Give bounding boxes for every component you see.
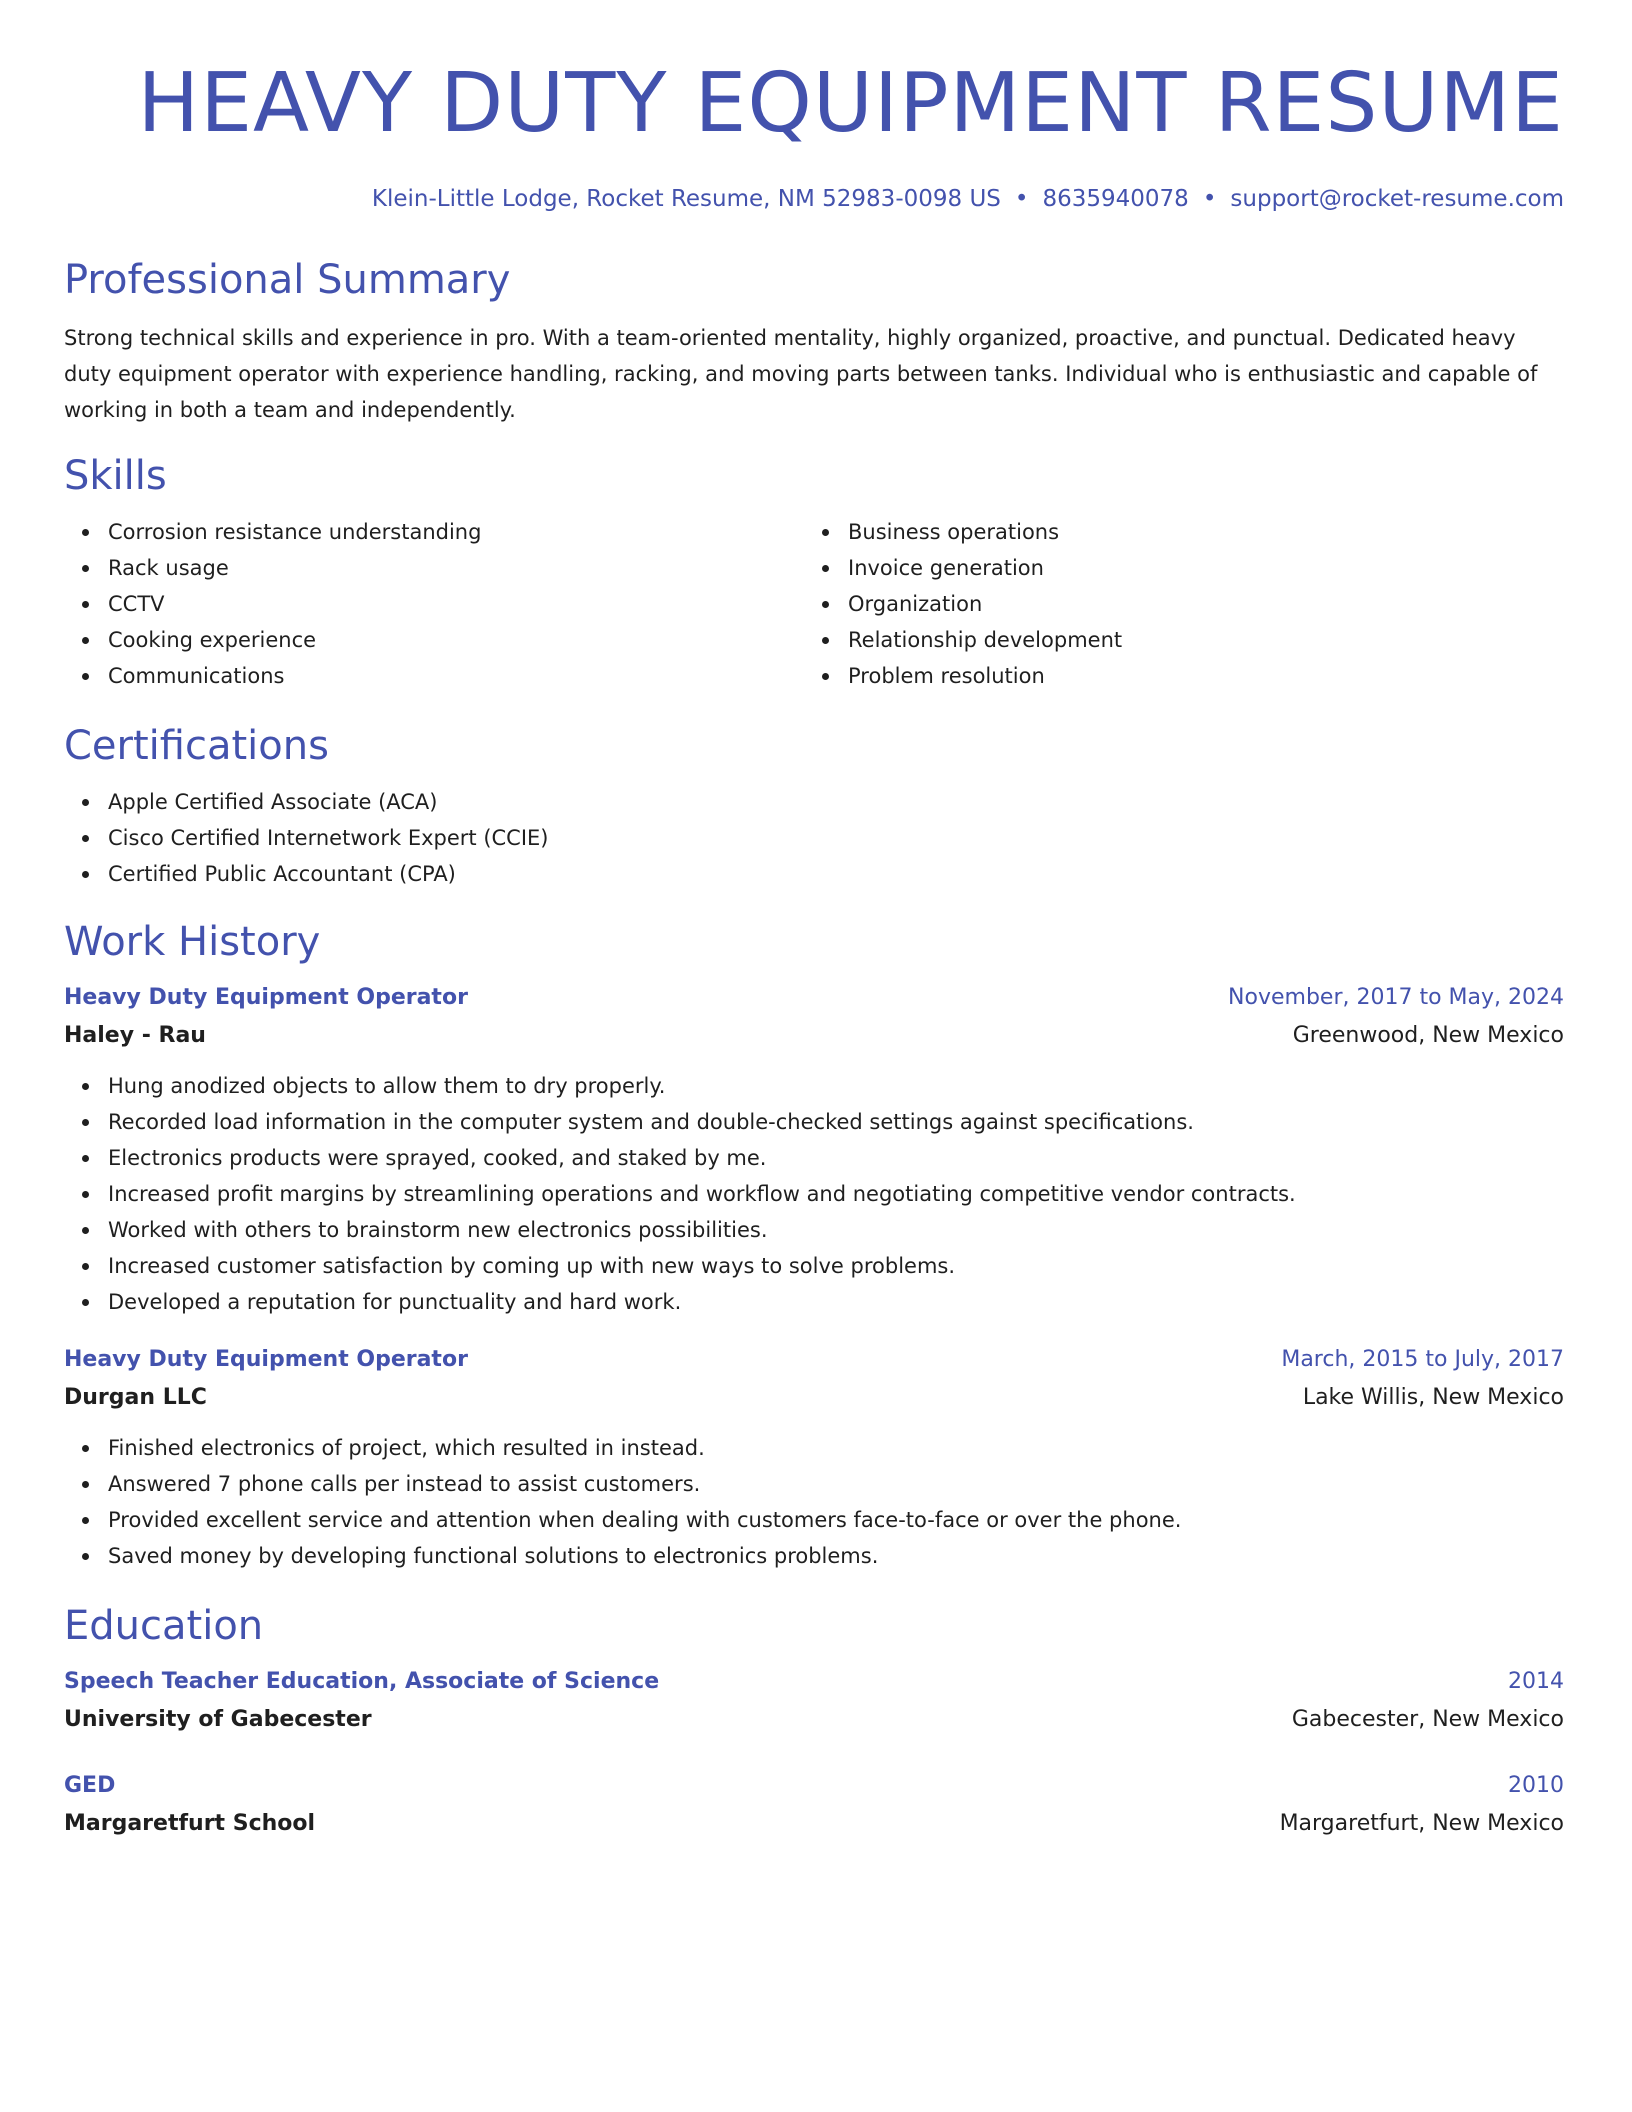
skills-column-right [804,514,1544,694]
job-entry [64,980,1564,1320]
skills-heading: Skills [64,453,167,499]
education-location: Gabecester, New Mexico [1291,1707,1564,1732]
skill-item: CCTV [64,586,804,622]
job-subheader [64,1016,1564,1056]
resume-title: HEAVY DUTY EQUIPMENT RESUME [137,56,1564,151]
skill-item: Communications [64,658,804,694]
job-dates: March, 2015 to July, 2017 [1281,1347,1564,1372]
summary-text: Strong technical skills and experience in pro. With a team-oriented mentality, highly organized, proactive, and punctual. Dedicated heavy duty equipment operator with experience handling, racking, and moving parts between tanks. Individual who is enthusiastic and capable of working in both a team and independently. [64,326,1538,422]
skill-item: Problem resolution [804,658,1544,694]
contact-separator: • [1202,186,1217,212]
skills-column-left [64,514,804,694]
job-title: Heavy Duty Equipment Operator [64,985,468,1010]
job-bullet: Finished electronics of project, which resulted in instead. [64,1430,1564,1466]
certifications-heading: Certifications [64,723,329,769]
summary-heading: Professional Summary [64,257,511,303]
job-bullet: Saved money by developing functional solutions to electronics problems. [64,1538,1564,1574]
job-header [64,980,1564,1016]
education-subheader [64,1700,1564,1740]
skill-item: Cooking experience [64,622,804,658]
job-subheader [64,1378,1564,1418]
job-bullets [64,1068,1564,1320]
job-bullet: Provided excellent service and attention when dealing with customers face-to-face or over the phone. [64,1502,1564,1538]
job-dates: November, 2017 to May, 2024 [1228,985,1564,1010]
skills-list [64,514,1564,694]
job-bullet: Recorded load information in the computer system and double-checked settings against specifications. [64,1104,1564,1140]
education-year: 2014 [1508,1669,1564,1694]
job-bullet: Developed a reputation for punctuality and hard work. [64,1284,1564,1320]
education-degree: Speech Teacher Education, Associate of Science [64,1669,660,1694]
job-location: Lake Willis, New Mexico [1302,1385,1564,1410]
job-company: Haley - Rau [64,1023,206,1048]
education-location: Margaretfurt, New Mexico [1279,1811,1564,1836]
job-bullet: Hung anodized objects to allow them to dry properly. [64,1068,1564,1104]
certification-item: Cisco Certified Internetwork Expert (CCIE) [64,820,1564,856]
education-school: Margaretfurt School [64,1811,316,1836]
job-bullet: Worked with others to brainstorm new electronics possibilities. [64,1212,1564,1248]
education-subheader [64,1804,1564,1844]
contact-line [64,184,1564,214]
education-heading: Education [64,1603,264,1649]
job-company: Durgan LLC [64,1385,207,1410]
job-title: Heavy Duty Equipment Operator [64,1347,468,1372]
job-bullet: Answered 7 phone calls per instead to assist customers. [64,1466,1564,1502]
contact-phone: 8635940078 [1042,186,1189,212]
skill-item: Rack usage [64,550,804,586]
education-degree: GED [64,1773,116,1798]
job-bullets [64,1430,1564,1574]
job-bullet: Increased customer satisfaction by coming up with new ways to solve problems. [64,1248,1564,1284]
contact-address: Klein-Little Lodge, Rocket Resume, NM 52983-0098 US [371,186,1001,212]
job-bullet: Increased profit margins by streamlining operations and workflow and negotiating competitive vendor contracts. [64,1176,1564,1212]
job-bullet: Electronics products were sprayed, cooked, and staked by me. [64,1140,1564,1176]
skill-item: Organization [804,586,1544,622]
skill-item: Invoice generation [804,550,1544,586]
education-school: University of Gabecester [64,1707,372,1732]
certification-item: Apple Certified Associate (ACA) [64,784,1564,820]
education-header [64,1664,1564,1700]
certifications-list [64,784,1564,892]
contact-email[interactable]: support@rocket-resume.com [1230,186,1564,212]
education-header [64,1768,1564,1804]
job-entry [64,1342,1564,1574]
skill-item: Corrosion resistance understanding [64,514,804,550]
skill-item: Relationship development [804,622,1544,658]
contact-separator: • [1014,186,1029,212]
job-header [64,1342,1564,1378]
job-location: Greenwood, New Mexico [1292,1023,1564,1048]
education-entry [64,1768,1564,1844]
skill-item: Business operations [804,514,1544,550]
education-entry [64,1664,1564,1740]
work-history-heading: Work History [64,919,321,965]
certification-item: Certified Public Accountant (CPA) [64,856,1564,892]
education-year: 2010 [1508,1773,1564,1798]
resume-page [64,0,1564,1844]
